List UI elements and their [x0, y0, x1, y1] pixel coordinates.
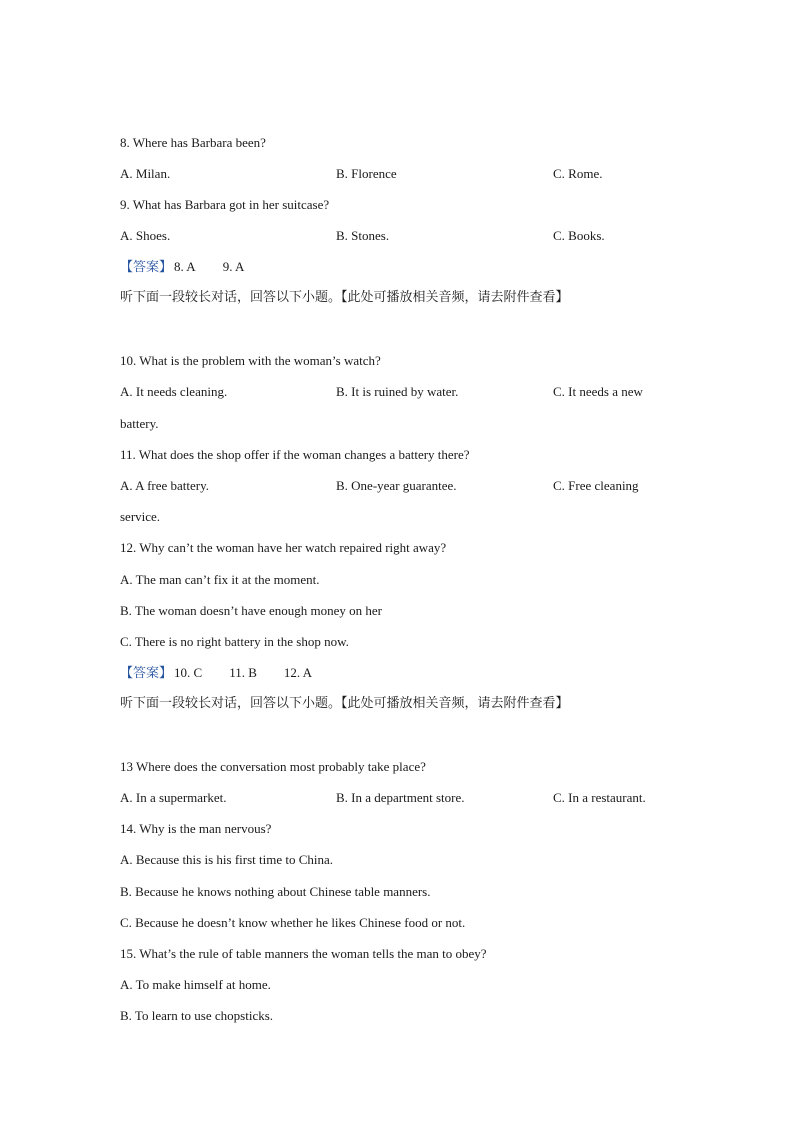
option-b: B. In a department store. — [336, 790, 465, 805]
question-9: 9. What has Barbara got in her suitcase? — [120, 197, 330, 212]
listening-instruction-1: 听下面一段较长对话，回答以下小题。【此处可播放相关音频，请去附件查看】 — [120, 290, 569, 305]
answer-10: 10. C — [174, 665, 203, 680]
option-a: A. It needs cleaning. — [120, 384, 228, 399]
question-12-option-b: B. The woman doesn’t have enough money on her — [120, 603, 382, 618]
question-15: 15. What’s the rule of table manners the woman tells the man to obey? — [120, 946, 487, 961]
question-11-option-c-wrap: service. — [120, 509, 161, 524]
question-10: 10. What is the problem with the woman’s watch? — [120, 353, 381, 368]
answer-9: 9. A — [222, 259, 245, 274]
answer-8: 8. A — [174, 259, 196, 274]
answer-line-1 — [120, 257, 244, 277]
option-c: C. In a restaurant. — [553, 790, 646, 805]
option-c: C. Free cleaning — [553, 478, 639, 493]
question-12-option-a: A. The man can’t fix it at the moment. — [120, 572, 320, 587]
option-b: B. Stones. — [336, 228, 390, 243]
question-14: 14. Why is the man nervous? — [120, 821, 272, 836]
option-a: A. Milan. — [120, 166, 171, 181]
answer-line-2 — [120, 663, 312, 683]
question-10-option-c-wrap: battery. — [120, 416, 159, 431]
listening-instruction-2: 听下面一段较长对话，回答以下小题。【此处可播放相关音频，请去附件查看】 — [120, 696, 569, 711]
option-a: A. In a supermarket. — [120, 790, 227, 805]
question-15-option-b: B. To learn to use chopsticks. — [120, 1008, 274, 1023]
question-11: 11. What does the shop offer if the woman changes a battery there? — [120, 447, 470, 462]
question-14-option-c: C. Because he doesn’t know whether he likes Chinese food or not. — [120, 915, 466, 930]
question-14-option-a: A. Because this is his first time to China. — [120, 852, 334, 867]
option-b: B. Florence — [336, 166, 397, 181]
answer-12: 12. A — [283, 665, 313, 680]
question-13-options — [120, 788, 680, 808]
question-12-option-c: C. There is no right battery in the shop now. — [120, 634, 349, 649]
answer-tag: 【答案】 — [120, 260, 173, 275]
question-15-option-a: A. To make himself at home. — [120, 977, 271, 992]
question-10-options — [120, 382, 680, 402]
question-11-options — [120, 476, 680, 496]
question-12: 12. Why can’t the woman have her watch repaired right away? — [120, 540, 447, 555]
option-a: A. Shoes. — [120, 228, 171, 243]
option-a: A. A free battery. — [120, 478, 210, 493]
question-9-options — [120, 226, 680, 246]
option-b: B. One-year guarantee. — [336, 478, 457, 493]
option-c: C. Books. — [553, 228, 605, 243]
question-14-option-b: B. Because he knows nothing about Chinese table manners. — [120, 884, 431, 899]
option-c: C. Rome. — [553, 166, 603, 181]
question-8-options — [120, 164, 680, 184]
option-b: B. It is ruined by water. — [336, 384, 459, 399]
answer-11: 11. B — [229, 665, 257, 680]
option-c: C. It needs a new — [553, 384, 643, 399]
answer-tag: 【答案】 — [120, 666, 173, 681]
question-13: 13 Where does the conversation most probably take place? — [120, 759, 426, 774]
question-8: 8. Where has Barbara been? — [120, 135, 266, 150]
